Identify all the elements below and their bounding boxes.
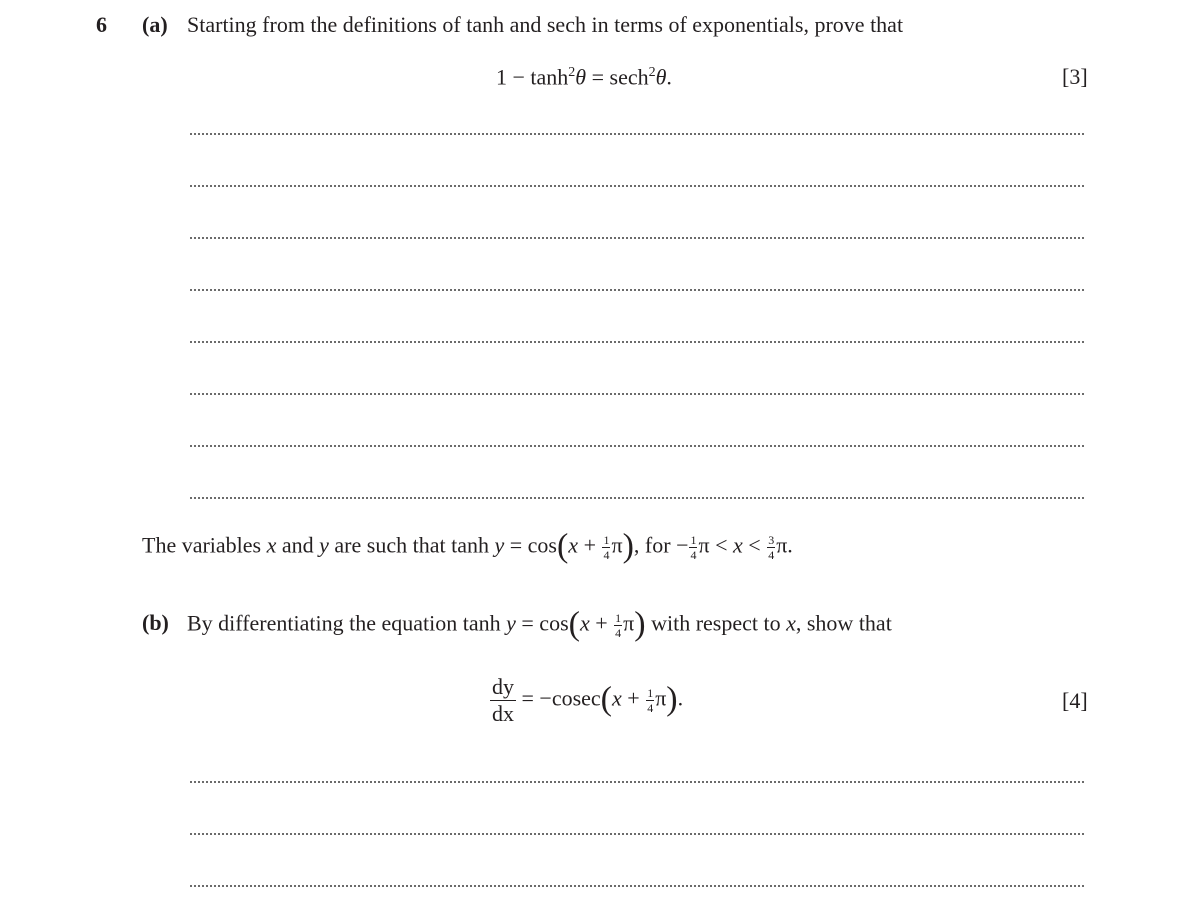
variables-statement — [142, 527, 793, 565]
part-b-text — [187, 605, 892, 643]
var-x: x — [786, 610, 796, 636]
answer-line[interactable] — [190, 393, 1084, 395]
fraction-numerator: 1 — [603, 533, 610, 547]
statement-eq: = cos — [504, 532, 557, 558]
statement-and: and — [276, 532, 320, 558]
paren-open-icon: ( — [556, 527, 569, 565]
derivative-numerator: dy — [492, 674, 514, 699]
part-b-marks: [4] — [1062, 688, 1088, 713]
fraction-numerator: 1 — [615, 611, 622, 625]
pi-symbol: π — [655, 685, 667, 711]
answer-line[interactable] — [190, 133, 1084, 135]
part-b-text-post: with respect to — [645, 610, 787, 636]
statement-for: , for − — [633, 532, 689, 558]
answer-line[interactable] — [190, 833, 1084, 835]
derivative-denominator: dx — [492, 701, 514, 726]
answer-line[interactable] — [190, 341, 1084, 343]
derivative-fraction — [490, 676, 516, 725]
equation-plus: + — [621, 685, 646, 711]
answer-line[interactable] — [190, 185, 1084, 187]
fraction-numerator: 3 — [768, 533, 775, 547]
part-a-equation — [496, 66, 672, 88]
answer-line[interactable] — [190, 445, 1084, 447]
var-y: y — [319, 532, 329, 558]
pi-symbol: π < — [698, 532, 733, 558]
fraction-numerator: 1 — [647, 686, 654, 700]
paren-close-icon: ) — [666, 680, 678, 718]
fraction — [602, 534, 610, 561]
statement-mid: are such that tanh — [328, 532, 495, 558]
part-b-text-pre: By differentiating the equation tanh — [187, 610, 507, 636]
var-x: x — [733, 532, 743, 558]
var-x: x — [579, 610, 590, 636]
eq-mid: = sech — [586, 64, 649, 90]
var-y: y — [494, 532, 505, 558]
statement-lt: < — [742, 532, 767, 558]
part-b-plus: + — [589, 610, 614, 636]
eq-sup2: 2 — [648, 65, 656, 80]
pi-symbol: π — [623, 610, 635, 636]
fraction-denominator: 4 — [647, 701, 654, 715]
eq-var2: θ — [655, 64, 667, 90]
fraction — [646, 687, 654, 714]
var-x: x — [266, 532, 277, 558]
eq-sup1: 2 — [568, 65, 576, 80]
paren-open-icon: ( — [568, 605, 580, 643]
part-a-marks: [3] — [1062, 64, 1088, 89]
equation-rhs: = −cosec — [516, 685, 601, 711]
answer-line[interactable] — [190, 781, 1084, 783]
fraction-denominator: 4 — [768, 548, 775, 562]
part-b-eq: = cos — [515, 610, 569, 636]
part-a-label: (a) — [142, 12, 168, 37]
fraction — [767, 534, 775, 561]
part-b-text-end: , show that — [795, 610, 892, 636]
pi-symbol: π. — [776, 532, 793, 558]
fraction-denominator: 4 — [603, 548, 610, 562]
var-x: x — [612, 685, 622, 711]
part-b-label: (b) — [142, 610, 169, 635]
paren-open-icon: ( — [600, 680, 612, 718]
statement-plus: + — [578, 532, 602, 558]
fraction — [689, 534, 697, 561]
equation-end: . — [677, 685, 684, 711]
eq-var1: θ — [575, 64, 587, 90]
var-x: x — [568, 532, 579, 558]
paren-close-icon: ) — [634, 605, 646, 643]
answer-line[interactable] — [190, 885, 1084, 887]
answer-line[interactable] — [190, 237, 1084, 239]
fraction-numerator: 1 — [690, 533, 697, 547]
answer-line[interactable] — [190, 289, 1084, 291]
answer-line[interactable] — [190, 497, 1084, 499]
paren-close-icon: ) — [622, 527, 634, 565]
statement-prefix: The variables — [142, 532, 267, 558]
eq-lhs: 1 − tanh — [496, 64, 569, 90]
part-b-equation — [490, 676, 683, 725]
question-number: 6 — [96, 12, 107, 37]
fraction-denominator: 4 — [615, 626, 622, 640]
fraction — [614, 612, 622, 639]
fraction-denominator: 4 — [690, 548, 697, 562]
eq-end: . — [666, 64, 672, 90]
part-a-text: Starting from the definitions of tanh and sech in terms of exponentials, prove that — [187, 12, 904, 37]
pi-symbol: π — [611, 532, 623, 558]
var-y: y — [506, 610, 516, 636]
